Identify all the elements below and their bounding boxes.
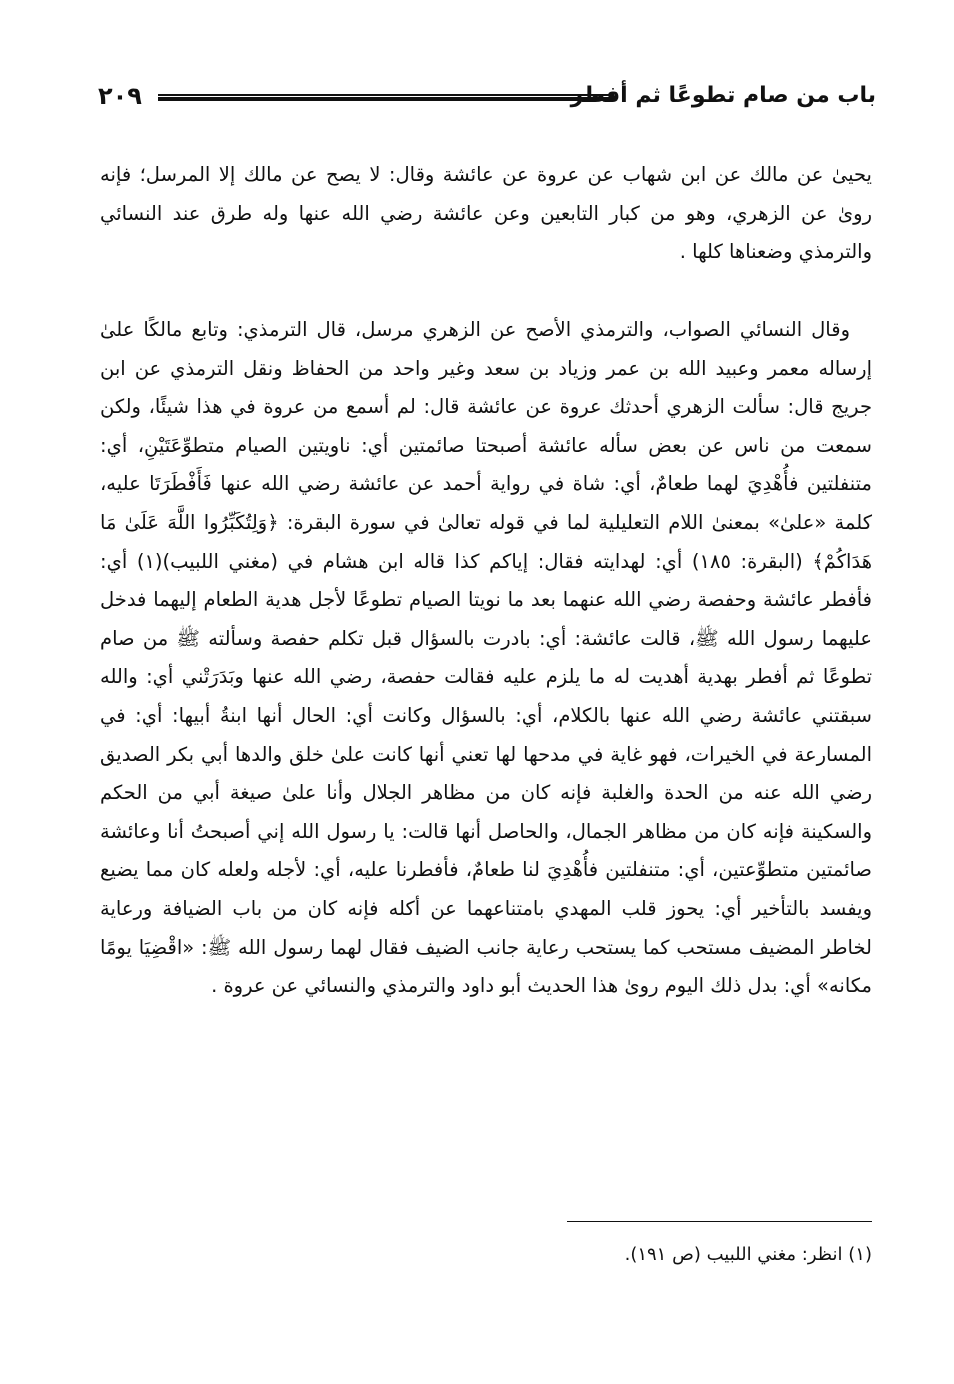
running-title: باب من صام تطوعًا ثم أفطر — [570, 83, 876, 108]
footnote: (١) انظر: مغني اللبيب (ص ١٩١). — [624, 1244, 872, 1265]
header-rule — [158, 94, 614, 101]
footnote-separator — [567, 1221, 872, 1222]
paragraph-2 — [100, 311, 872, 1006]
page-header — [98, 78, 876, 118]
paragraph-2-text: وقال النسائي الصواب، والترمذي الأصح عن الزهري مرسل، قال الترمذي: وتابع مالكًا علىٰ إرساله معمر وعبيد الله بن عمر وزياد بن سعد وغير واحد من الحفاظ ونقل الترمذي عن ابن جريج قال: سألت الزهري أحدثك عروة عن عائشة قال: لم أسمع من عروة في هذا شيئًا، ولكن سمعت من ناس عن بعض سأله عائشة أصبحتا صائمتين أي: ناويتين الصيام متطوِّعَتَيْنِ، أي: متنفلتين فأُهْدِيَ لهما طعامٌ، أي: شاة في رواية أحمد عن عائشة رضي الله عنها فَأَفْطَرَتَا عليه، كلمة «علىٰ» بمعنىٰ اللام التعليلية لما في قوله تعالىٰ في سورة البقرة: ﴿وَلِتُكَبِّرُوا اللَّهَ عَلَىٰ مَا هَدَاكُمْ﴾ (البقرة: ١٨٥) أي: لهدايته فقال: إياكم كذا قاله ابن هشام في (مغني اللبيب)(١) أي: فأفطر عائشة وحفصة رضي الله عنهما بعد ما نويتا الصيام تطوعًا لأجل هدية الطعام إليهما فدخل عليهما رسول الله ﷺ، قالت عائشة: أي: بادرت بالسؤال قبل تكلم حفصة وسألته ﷺ من صام تطوعًا ثم أفطر بهدية أهديت له ما يلزم عليه فقالت حفصة، رضي الله عنها وبَدَرَتْني أي: والله سبقتني عائشة رضي الله عنها بالكلام، أي: بالسؤال وكانت أي: الحال أنها ابنةُ أبيها: أي: في المسارعة في الخيرات، فهو غاية في مدحها لها تعني أنها كانت علىٰ خلق والدها أبي بكر الصديق رضي الله عنه من الحدة والغلبة فإنه كان من مظاهر الجلال وأنا علىٰ صيغة أبي من الحكم والسكينة فإنه كان من مظاهر الجمال، والحاصل أنها قالت: يا رسول الله إني أصبحتُ أنا وعائشة صائمتين متطوِّعتين، أي: متنفلتين فأُهْدِيَ لنا طعامٌ، فأفطرنا عليه، أي: لأجله ولعله كان مما يضيع ويفسد بالتأخير أي: يحوز قلب المهدي بامتناعهما عن أكله فإنه كان من باب الضيافة ورعاية لخاطر المضيف مستحب كما يستحب رعاية جانب الضيف فقال لهما رسول الله ﷺ: «اقْضِيَا يومًا مكانه» أي: بدل ذلك اليوم روىٰ هذا الحديث أبو داود والترمذي والنسائي عن عروة . — [100, 318, 872, 998]
paragraph-1: يحيىٰ عن مالك عن ابن شهاب عن عروة عن عائشة وقال: لا يصح عن مالك إلا المرسل؛ فإنه روىٰ عن الزهري، وهو من كبار التابعين وعن عائشة رضي الله عنها وله طرق عند النسائي والترمذي وضعناها كلها . — [100, 163, 872, 264]
page-number: ٢٠٩ — [98, 82, 142, 110]
